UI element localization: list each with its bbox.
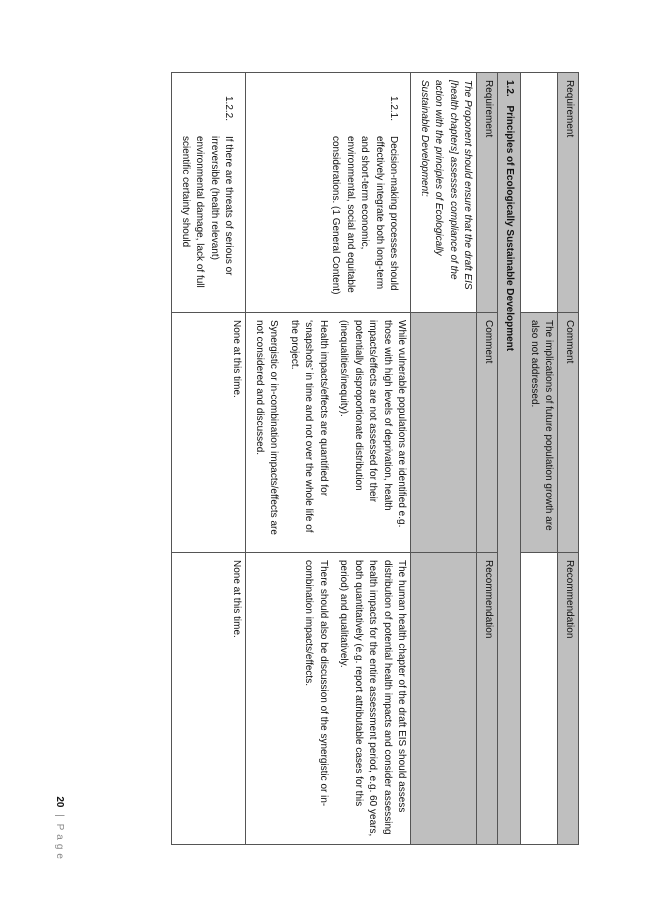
section-header-row bbox=[477, 73, 498, 845]
comment-paragraph: Health impacts/effects are quantified for ‘snapshots’ in time and not over the whole life of the project. bbox=[289, 320, 329, 533]
requirement-cell bbox=[172, 73, 246, 313]
header-requirement: Requirement bbox=[558, 73, 579, 313]
carryover-recommendation-cell bbox=[521, 553, 558, 845]
intro-row bbox=[411, 73, 477, 845]
recommendation-paragraph: There should also be discussion of the synergistic or in-combination impacts/effects. bbox=[303, 560, 329, 807]
page-footer bbox=[54, 796, 65, 863]
carryover-comment-cell: The implications of future population growth are also not addressed. bbox=[521, 313, 558, 553]
table-row bbox=[246, 73, 411, 845]
recommendation-paragraph: The human health chapter of the draft EIS should assess distribution of potential health impacts and consider assessing health impacts for the entire assessment period, e.g. 60 years, both quantitatively (e.g. report attributable cases for this period) and qualitatively. bbox=[338, 560, 408, 837]
requirement-number: 1.2.2. bbox=[223, 96, 235, 122]
requirement-text: Decision-making processes should effectively integrate both long-term and short-term economic, environmental, social and equitable considerations. (1 General Content) bbox=[330, 136, 400, 295]
requirement-item bbox=[178, 80, 236, 305]
page-number: 20 bbox=[54, 796, 65, 808]
recommendation-cell bbox=[172, 553, 246, 845]
subheader-comment: Comment bbox=[477, 313, 498, 553]
header-recommendation: Recommendation bbox=[558, 553, 579, 845]
table-header-row bbox=[558, 73, 579, 845]
requirement-number: 1.2.1. bbox=[388, 96, 400, 122]
recommendation-paragraph: None at this time. bbox=[231, 560, 243, 638]
intro-recommendation-cell bbox=[411, 553, 477, 845]
header-comment: Comment bbox=[558, 313, 579, 553]
section-heading bbox=[498, 73, 522, 845]
requirement-item bbox=[328, 80, 401, 305]
recommendation-cell bbox=[246, 553, 411, 845]
comment-paragraph: None at this time. bbox=[231, 320, 243, 398]
footer-separator: | bbox=[54, 814, 65, 817]
table-row bbox=[172, 73, 246, 845]
section-heading-row bbox=[498, 73, 522, 845]
carryover-row bbox=[521, 73, 558, 845]
comment-cell bbox=[246, 313, 411, 553]
requirement-cell bbox=[246, 73, 411, 313]
section-title: Principles of Ecologically Sustainable Development bbox=[504, 105, 516, 352]
subheader-requirement: Requirement bbox=[477, 73, 498, 313]
review-table bbox=[172, 72, 580, 845]
comment-paragraph: While vulnerable populations are identified e.g. those with high levels of deprivation, health impacts/effects are not assessed for their potentially disproportionate distribution (inequalities/inequity). bbox=[338, 320, 408, 528]
comment-cell bbox=[172, 313, 246, 553]
subheader-recommendation: Recommendation bbox=[477, 553, 498, 845]
comment-paragraph: Synergistic or in-combination impacts/effects are not considered and discussed. bbox=[254, 320, 280, 535]
intro-requirement-cell bbox=[411, 73, 477, 313]
section-number: 1.2. bbox=[504, 80, 516, 97]
section-intro: The Proponent should ensure that the draft EIS [health chapters] assesses compliance of the action with the principles of Ecologically Sustainable Development: bbox=[419, 80, 474, 290]
carryover-requirement-cell bbox=[521, 73, 558, 313]
intro-comment-cell bbox=[411, 313, 477, 553]
requirement-text: If there are threats of serious or irreversible (health relevant) environmental damage, lack of full scientific certainty should bbox=[180, 136, 235, 288]
page-label: Page bbox=[54, 823, 65, 863]
